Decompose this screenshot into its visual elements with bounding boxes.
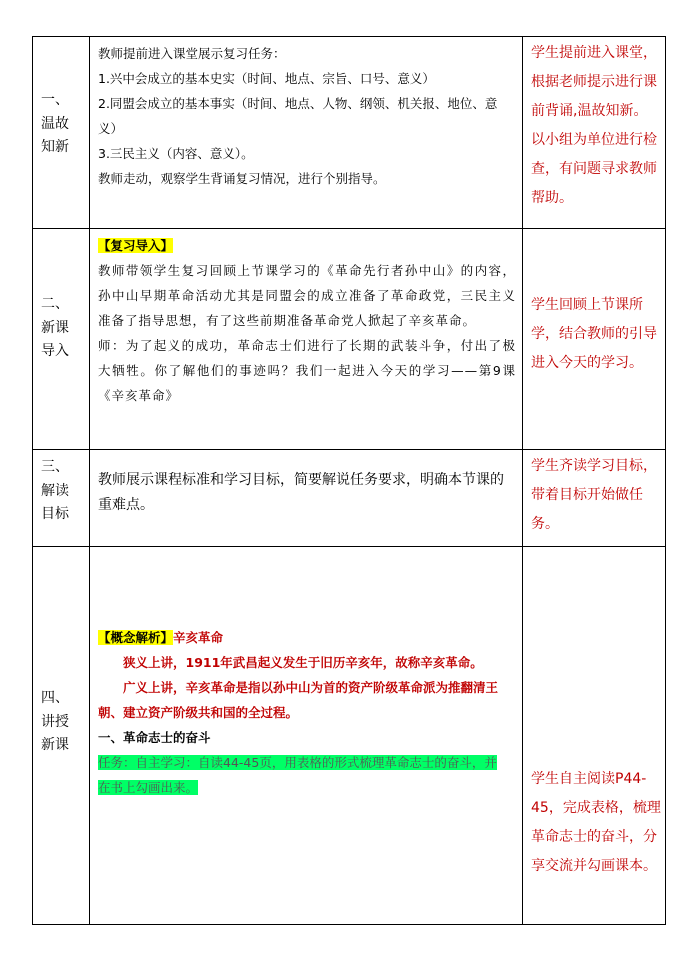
student-activity: 学生自主阅读P44-45，完成表格，梳理革命志士的奋斗，分享交流并勾画课本。 xyxy=(531,771,661,874)
student-activity: 学生齐读学习目标，带着目标开始做任务。 xyxy=(531,458,657,532)
content-line: 3.三民主义（内容、意义）。 xyxy=(98,146,254,161)
concept-tag: 【概念解析】 xyxy=(98,630,174,645)
stage-label: 二、 xyxy=(41,296,69,312)
teacher-activity-cell xyxy=(90,547,523,925)
stage-cell xyxy=(33,229,90,450)
student-activity-cell xyxy=(523,547,666,925)
stage-label: 一、 xyxy=(41,92,69,108)
review-intro-tag: 【复习导入】 xyxy=(98,238,174,253)
table-row xyxy=(33,547,666,925)
table-row xyxy=(33,229,666,450)
stage-cell xyxy=(33,37,90,229)
stage-label: 新课 xyxy=(41,319,69,336)
teacher-activity-cell xyxy=(90,450,523,547)
teacher-activity-cell xyxy=(90,37,523,229)
stage-label: 讲授 xyxy=(41,713,69,730)
stage-label: 解读 xyxy=(41,482,69,499)
stage-label: 知新 xyxy=(41,139,69,155)
stage-label: 温故 xyxy=(41,115,69,132)
content-line: 师：为了起义的成功，革命志士们进行了长期的武装斗争，付出了极大牺牲。你了解他们的事迹吗？我们一起进入今天的学习——第9课《辛亥革命》 xyxy=(98,338,516,403)
student-activity-cell xyxy=(523,450,666,547)
stage-label: 四、 xyxy=(41,690,69,706)
student-activity-cell xyxy=(523,229,666,450)
stage-label: 目标 xyxy=(41,506,69,522)
stage-label: 导入 xyxy=(41,343,69,359)
content-line: 教师提前进入课堂展示复习任务： xyxy=(98,46,286,61)
broad-definition: 广义上讲，辛亥革命是指以孙中山为首的资产阶级革命派为推翻清王朝、建立资产阶级共和国的全过程。 xyxy=(98,680,499,720)
content-line: 2.同盟会成立的基本事实（时间、地点、人物、纲领、机关报、地位、意义） xyxy=(98,96,498,136)
stage-label: 三、 xyxy=(41,459,69,475)
student-activity-cell xyxy=(523,37,666,229)
stage-cell xyxy=(33,547,90,925)
teacher-activity-cell xyxy=(90,229,523,450)
table-row xyxy=(33,450,666,547)
content-line: 教师走动，观察学生背诵复习情况，进行个别指导。 xyxy=(98,171,386,186)
table-row xyxy=(33,37,666,229)
student-activity: 学生提前进入课堂，根据老师提示进行课前背诵,温故知新。以小组为单位进行检查，有问题寻求教师帮助。 xyxy=(531,45,657,206)
content-line: 1.兴中会成立的基本史实（时间、地点、宗旨、口号、意义） xyxy=(98,71,435,86)
content-line: 教师带领学生复习回顾上节课学习的《革命先行者孙中山》的内容，孙中山早期革命活动尤其是同盟会的成立准备了革命政党，三民主义准备了指导思想，有了这些前期准备革命党人掀起了辛亥革命。 xyxy=(98,263,516,328)
stage-cell xyxy=(33,450,90,547)
narrow-definition: 狭义上讲，1911年武昌起义发生于旧历辛亥年，故称辛亥革命。 xyxy=(123,655,483,670)
concept-title: 辛亥革命 xyxy=(173,630,224,645)
section-heading: 一、革命志士的奋斗 xyxy=(98,730,211,745)
content-line: 教师展示课程标准和学习目标，简要解说任务要求，明确本节课的重难点。 xyxy=(98,472,504,513)
stage-label: 新课 xyxy=(41,737,69,753)
student-activity: 学生回顾上节课所学，结合教师的引导进入今天的学习。 xyxy=(531,297,657,371)
task-text: 任务：自主学习：自读44-45页，用表格的形式梳理革命志士的奋斗，并在书上勾画出来。 xyxy=(98,755,497,795)
lesson-plan-table xyxy=(32,36,666,925)
